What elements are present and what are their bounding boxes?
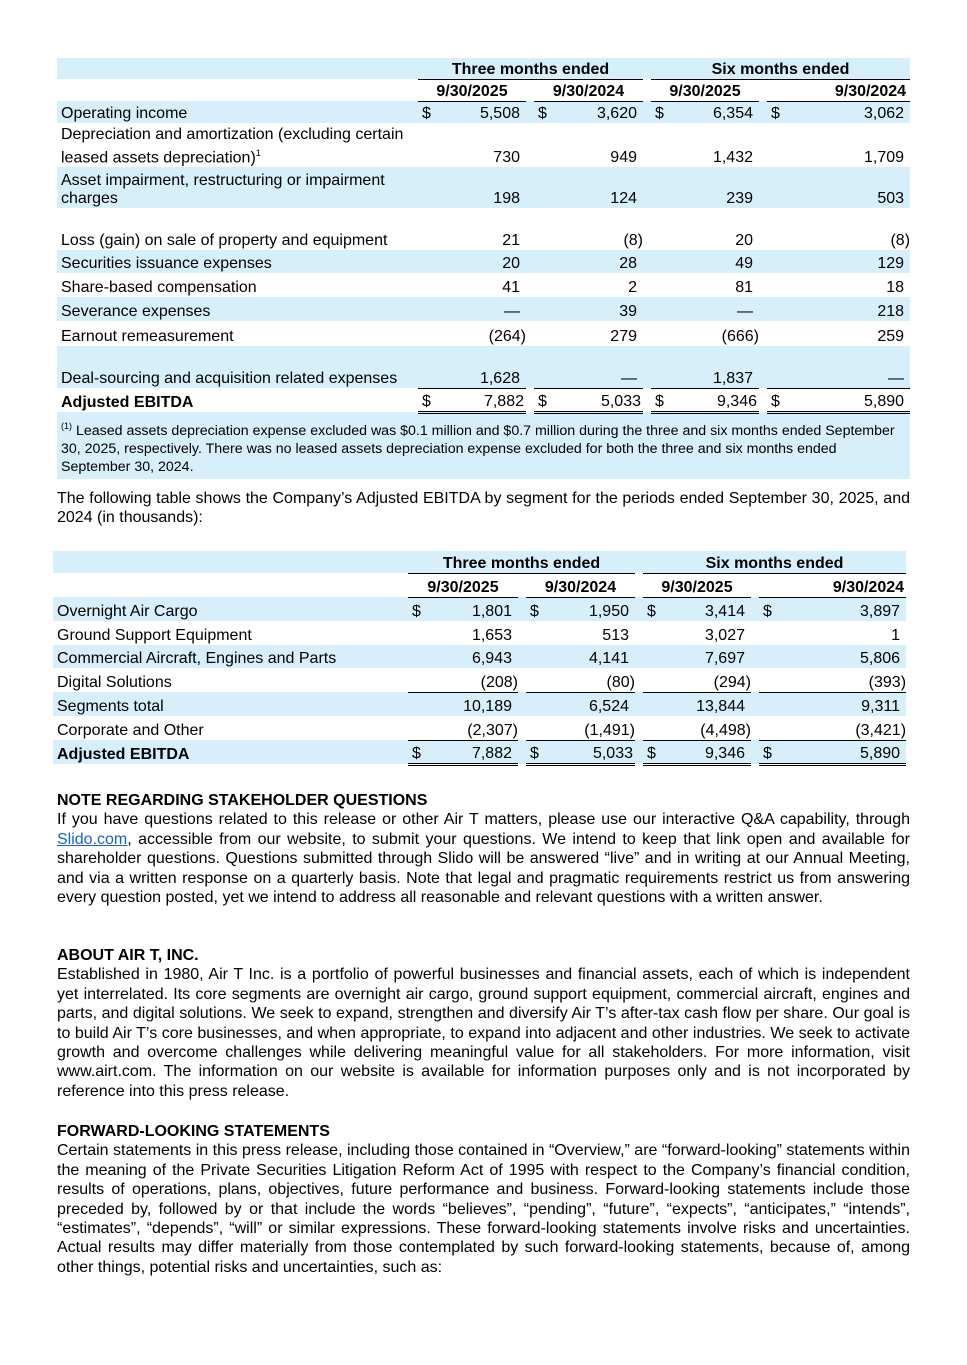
cell-value: (2,307) — [467, 721, 518, 739]
footnote-marker: (1) — [61, 420, 72, 431]
row-label: Earnout remeasurement — [61, 328, 234, 345]
table-row — [57, 297, 910, 321]
cell-value: 513 — [602, 627, 629, 644]
currency-symbol: $ — [763, 603, 772, 620]
currency-symbol: $ — [538, 392, 547, 410]
row-label: Segments total — [57, 698, 164, 715]
footnote-row — [57, 412, 910, 479]
row-label: Depreciation and amortization (excluding certain leased assets depreciation) — [61, 125, 404, 166]
cell-value: 1,950 — [588, 603, 629, 620]
cell-value: (80) — [606, 673, 635, 691]
currency-symbol: $ — [422, 105, 431, 122]
date-header: 9/30/2024 — [534, 79, 643, 101]
cell-value: 6,524 — [588, 698, 629, 715]
date-header: 9/30/2025 — [651, 79, 759, 101]
cell-value: 28 — [619, 255, 637, 272]
date-header: 9/30/2024 — [759, 573, 906, 597]
cell-value: 3,620 — [596, 105, 637, 122]
row-label: Corporate and Other — [57, 722, 204, 739]
total-label: Adjusted EBITDA — [61, 394, 194, 411]
section-heading: ABOUT AIR T, INC. — [57, 947, 199, 964]
row-label: Deal-sourcing and acquisition related expenses — [61, 370, 398, 387]
currency-symbol: $ — [647, 603, 656, 620]
row-label: Operating income — [61, 105, 188, 122]
currency-symbol: $ — [530, 603, 539, 620]
cell-value: (208) — [480, 673, 518, 691]
cell-value: 503 — [877, 190, 905, 207]
cell-value: 3,414 — [704, 603, 745, 620]
table-row — [57, 321, 910, 346]
cell-value: 81 — [735, 279, 753, 296]
cell-value: — — [888, 369, 905, 387]
cell-value: 124 — [610, 190, 637, 207]
table-row — [53, 597, 906, 621]
date-header: 9/30/2024 — [767, 79, 910, 101]
cell-value: (393) — [868, 673, 907, 691]
cell-value: 1,653 — [471, 627, 512, 644]
currency-symbol: $ — [771, 105, 780, 122]
cell-value: — — [504, 303, 520, 320]
about-section — [57, 946, 910, 1101]
currency-symbol: $ — [763, 744, 772, 762]
table-row — [57, 273, 910, 297]
currency-symbol: $ — [655, 392, 664, 410]
currency-symbol: $ — [530, 744, 539, 762]
header-three-months: Three months ended — [418, 58, 643, 79]
row-label: Overnight Air Cargo — [57, 603, 198, 620]
cell-value: 1,837 — [712, 369, 753, 387]
total-value: 9,346 — [704, 744, 745, 762]
cell-value: 10,189 — [463, 698, 512, 715]
date-header: 9/30/2025 — [408, 573, 518, 597]
cell-value: 129 — [877, 255, 905, 272]
currency-symbol: $ — [771, 392, 780, 410]
cell-value: 2 — [628, 279, 637, 296]
cell-value: 3,027 — [704, 627, 745, 644]
cell-value: 6,943 — [471, 650, 512, 667]
header-six-months: Six months ended — [643, 551, 906, 573]
date-header: 9/30/2025 — [418, 79, 526, 101]
cell-value: (3,421) — [855, 721, 907, 739]
date-header: 9/30/2024 — [526, 573, 635, 597]
section-body: Certain statements in this press release, including those contained in “Overview,” are “forward-looking” statements within the meaning of the Private Securities Litigation Reform Act of 1995 with respect to the Company’s financial condition, results of operations, plans, objectives, future performance and business. Forward-looking statements include those preceded by, followed by or that include the words “believes”, “pending”, “future”, “expects”, “anticipates,” “intends”, “estimates”, “depends”, “will” or similar expressions. These forward-looking statements involve risks and uncertainties. Actual results may differ materially from those contemplated by such forward-looking statements, because of, among other things, potential risks and uncertainties, such as: — [57, 1142, 910, 1276]
table-row — [53, 716, 906, 740]
table-row — [53, 692, 906, 716]
total-value: 7,882 — [471, 744, 512, 762]
table-row — [57, 208, 910, 250]
table-total-row — [53, 740, 906, 764]
row-label: Digital Solutions — [57, 674, 172, 691]
cell-value: 21 — [502, 232, 520, 249]
section-heading: NOTE REGARDING STAKEHOLDER QUESTIONS — [57, 792, 428, 809]
cell-value: 5,508 — [479, 105, 520, 122]
cell-value: 259 — [877, 328, 905, 345]
segment-table — [53, 551, 906, 766]
cell-value: (8) — [890, 232, 911, 249]
cell-value: — — [737, 303, 753, 320]
table-row — [53, 621, 906, 645]
table-row — [53, 668, 906, 692]
cell-value: 20 — [735, 232, 753, 249]
reconciliation-table — [57, 58, 910, 479]
table-row — [57, 123, 910, 167]
slido-link[interactable]: Slido.com — [57, 830, 128, 848]
cell-value: 279 — [610, 328, 637, 345]
section-heading: FORWARD-LOOKING STATEMENTS — [57, 1123, 330, 1140]
segment-intro-text: The following table shows the Company’s Adjusted EBITDA by segment for the periods ended September 30, 2025, and 2024 (in thousands): — [57, 490, 910, 527]
total-label: Adjusted EBITDA — [53, 740, 403, 764]
cell-value: 1,801 — [471, 603, 512, 620]
total-value: 5,033 — [600, 392, 641, 410]
cell-value: 13,844 — [696, 698, 745, 715]
cell-value: — — [621, 369, 637, 387]
date-header: 9/30/2025 — [643, 573, 751, 597]
row-label: Securities issuance expenses — [61, 255, 272, 272]
total-value: 9,346 — [716, 392, 757, 410]
cell-value: 20 — [502, 255, 520, 272]
forward-looking-section — [57, 1122, 910, 1277]
section-body: If you have questions related to this release or other Air T matters, please use our interactive Q&A capability, through Slido.com, accessible from our website, to submit your questions. We intend to keep that link open and available for shareholder questions. Questions submitted through Slido will be answered “live” and in writing at our Annual Meeting, and via a written response on a quarterly basis. Note that legal and pragmatic requirements restrict us from answering every question posted, yet we intend to address all reasonable and relevant questions with a written answer. — [57, 811, 910, 907]
cell-value: (4,498) — [700, 721, 751, 739]
cell-value: 4,141 — [588, 650, 629, 667]
row-label: Commercial Aircraft, Engines and Parts — [57, 650, 337, 667]
row-label: Share-based compensation — [61, 279, 257, 296]
table-row — [53, 645, 906, 668]
cell-value: 1,432 — [712, 149, 753, 166]
cell-value: 39 — [619, 303, 637, 320]
cell-value: (294) — [713, 673, 751, 691]
cell-value: 198 — [493, 190, 520, 207]
total-value: 5,890 — [863, 392, 905, 410]
cell-value: 5,806 — [859, 650, 901, 667]
currency-symbol: $ — [412, 744, 421, 762]
row-label: Loss (gain) on sale of property and equipment — [61, 232, 388, 249]
footnote-text: Leased assets depreciation expense excluded was $0.1 million and $0.7 million during the three and six months ended September 30, 2025, respectively. There was no leased assets depreciation expense excluded for both the three and six months ended September 30, 2024. — [61, 422, 895, 475]
cell-value: 41 — [502, 279, 520, 296]
total-value: 7,882 — [483, 392, 524, 410]
cell-value: 3,897 — [859, 603, 901, 620]
table-row — [57, 101, 910, 123]
cell-value: 3,062 — [863, 105, 905, 122]
cell-value: 1 — [891, 627, 901, 644]
total-value: 5,033 — [592, 744, 633, 762]
section-body: Established in 1980, Air T Inc. is a portfolio of powerful businesses and financial assets, each of which is independent yet interrelated. Its core segments are overnight air cargo, ground support equipment, commercial aircraft, engines and parts, and digital solutions. We seek to expand, strengthen and diversify Air T’s after-tax cash flow per share. Our goal is to build Air T’s core businesses, and when appropriate, to expand into adjacent and other industries. We seek to activate growth and overcome challenges while delivering meaningful value for all stakeholders. For more information, visit www.airt.com. The information on our website is available for information purposes only and is not incorporated by reference into this press release. — [57, 966, 910, 1100]
cell-value: 730 — [493, 149, 520, 166]
row-label: Severance expenses — [61, 303, 211, 320]
cell-value: 49 — [735, 255, 753, 272]
table-row — [57, 346, 910, 388]
currency-symbol: $ — [412, 603, 421, 620]
row-label: Ground Support Equipment — [57, 627, 252, 644]
cell-value: (666) — [721, 328, 759, 345]
header-three-months: Three months ended — [408, 551, 635, 573]
table-row — [57, 250, 910, 273]
cell-value: (1,491) — [584, 721, 635, 739]
cell-value: (8) — [623, 232, 643, 249]
currency-symbol: $ — [422, 392, 431, 410]
cell-value: 218 — [877, 303, 905, 320]
cell-value: 7,697 — [704, 650, 745, 667]
cell-value: 18 — [886, 279, 905, 296]
cell-value: (264) — [488, 328, 526, 345]
currency-symbol: $ — [647, 744, 656, 762]
cell-value: 949 — [610, 149, 637, 166]
total-value: 5,890 — [859, 744, 901, 762]
currency-symbol: $ — [655, 105, 664, 122]
cell-value: 239 — [726, 190, 753, 207]
header-six-months: Six months ended — [651, 58, 910, 79]
cell-value: 6,354 — [712, 105, 753, 122]
table-row — [57, 167, 910, 208]
cell-value: 9,311 — [861, 698, 901, 715]
cell-value: 1,628 — [479, 369, 520, 387]
table-total-row — [57, 388, 910, 412]
row-label: Asset impairment, restructuring or impairment charges — [61, 172, 385, 207]
stakeholder-section — [57, 791, 910, 907]
currency-symbol: $ — [538, 105, 547, 122]
cell-value: 1,709 — [863, 149, 905, 166]
footnote-ref: 1 — [255, 147, 261, 158]
